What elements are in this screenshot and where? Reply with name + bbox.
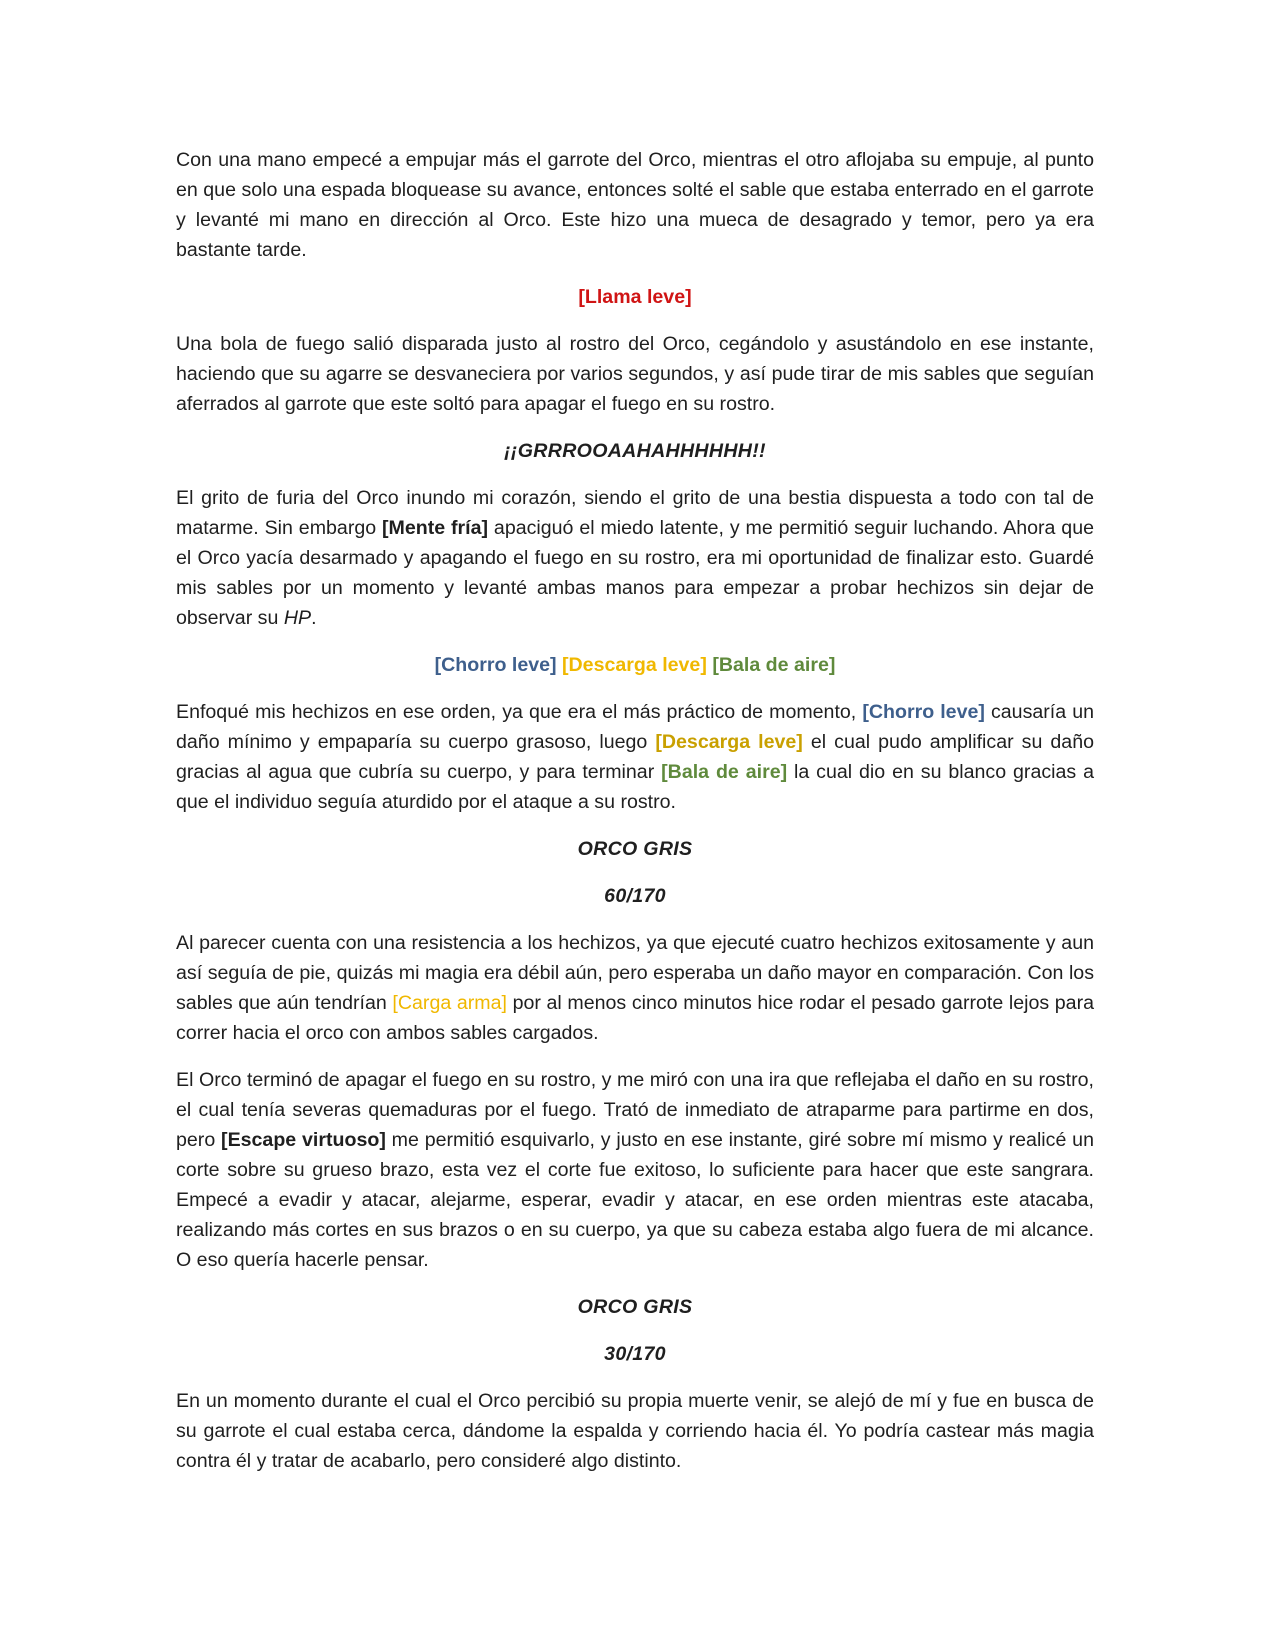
paragraph-5-text-a: Al parecer cuenta con una resistencia a los hechizos, ya que ejecuté cuatro hechizos exitosamente y aun así seguía de pie, quizás mi magia era débil aún, pero esperaba un daño mayor en comparación. Con los sables que aún tendrían — [176, 932, 1094, 1014]
paragraph-5-text-b: por al menos cinco minutos hice rodar el pesado garrote lejos para correr hacia el orco con ambos sables cargados. — [176, 992, 1094, 1044]
spell-llama-leve: [Llama leve] — [578, 286, 692, 308]
enemy-name-2: ORCO GRIS — [577, 1296, 693, 1318]
inline-spell-descarga-leve: [Descarga leve] — [655, 731, 803, 753]
enemy-hp-1: 60/170 — [604, 885, 666, 907]
spell-descarga-leve: [Descarga leve] — [562, 654, 707, 676]
inline-spell-chorro-leve: [Chorro leve] — [862, 701, 985, 723]
paragraph-6-text-b: me permitió esquivarlo, y justo en ese instante, giré sobre mí mismo y realicé un corte sobre su grueso brazo, esta vez el corte fue exitoso, lo suficiente para hacer que este sangrara. Empecé a evadir y atacar, alejarme, esperar, evadir y atacar, en ese orden mientras este atacaba, realizando más cortes en sus brazos o en su cuerpo, ya que su cabeza estaba algo fuera de mi alcance. O eso quería hacerle pensar. — [176, 1129, 1094, 1271]
spells-line — [176, 650, 1094, 680]
skill-escape-virtuoso: [Escape virtuoso] — [221, 1129, 386, 1151]
paragraph-7: En un momento durante el cual el Orco percibió su propia muerte venir, se alejó de mí y fue en busca de su garrote el cual estaba cerca, dándome la espalda y corriendo hacia él. Yo podría castear más magia contra él y tratar de acabarlo, pero consideré algo distinto. — [176, 1390, 1094, 1472]
paragraph-1: Con una mano empecé a empujar más el garrote del Orco, mientras el otro aflojaba su empuje, al punto en que solo una espada bloquease su avance, entonces solté el sable que estaba enterrado en el garrote y levanté mi mano en dirección al Orco. Este hizo una mueca de desagrado y temor, pero ya era bastante tarde. — [176, 149, 1094, 261]
paragraph-4 — [176, 697, 1094, 817]
paragraph-3-text-c: . — [311, 607, 317, 629]
paragraph-3 — [176, 483, 1094, 633]
paragraph-4-text-b: causaría un daño mínimo y empaparía su cuerpo grasoso, luego — [176, 701, 1095, 753]
paragraph-6-text-a: El Orco terminó de apagar el fuego en su rostro, y me miró con una ira que reflejaba el daño en su rostro, el cual tenía severas quemaduras por el fuego. Trató de inmediato de atraparme para partirme en dos, pero — [176, 1069, 1094, 1151]
paragraph-4-text-c: el cual pudo amplificar su daño gracias al agua que cubría su cuerpo, y para terminar — [176, 731, 1095, 783]
orc-shout: ¡¡GRRROOAAHAHHHHHH!! — [504, 440, 766, 462]
paragraph-5 — [176, 928, 1094, 1048]
paragraph-2: Una bola de fuego salió disparada justo al rostro del Orco, cegándolo y asustándolo en ese instante, haciendo que su agarre se desvaneciera por varios segundos, y así pude tirar de mis sables que seguían aferrados al garrote que este soltó para apagar el fuego en su rostro. — [176, 333, 1094, 415]
paragraph-3-text-a: El grito de furia del Orco inundo mi corazón, siendo el grito de una bestia dispuesta a todo con tal de matarme. Sin embargo — [176, 487, 1094, 539]
spell-bala-de-aire: [Bala de aire] — [712, 654, 836, 676]
enemy-hp-2: 30/170 — [604, 1343, 666, 1365]
skill-mente-fria: [Mente fría] — [382, 517, 489, 539]
paragraph-3-text-b: apaciguó el miedo latente, y me permitió seguir luchando. Ahora que el Orco yacía desarmado y apagando el fuego en su rostro, era mi oportunidad de finalizar esto. Guardé mis sables por un momento y levanté ambas manos para empezar a probar hechizos sin dejar de observar su — [176, 517, 1094, 629]
paragraph-4-text-a: Enfoqué mis hechizos en ese orden, ya que era el más práctico de momento, — [176, 701, 863, 723]
paragraph-4-text-d: la cual dio en su blanco gracias a que el individuo seguía aturdido por el ataque a su rostro. — [176, 761, 1094, 813]
enemy-name-1: ORCO GRIS — [577, 838, 693, 860]
skill-carga-arma: [Carga arma] — [392, 992, 507, 1014]
spell-chorro-leve: [Chorro leve] — [434, 654, 557, 676]
inline-spell-bala-de-aire: [Bala de aire] — [661, 761, 788, 783]
hp-term: HP — [283, 607, 312, 629]
paragraph-6 — [176, 1065, 1094, 1275]
document-page — [176, 145, 1094, 1493]
